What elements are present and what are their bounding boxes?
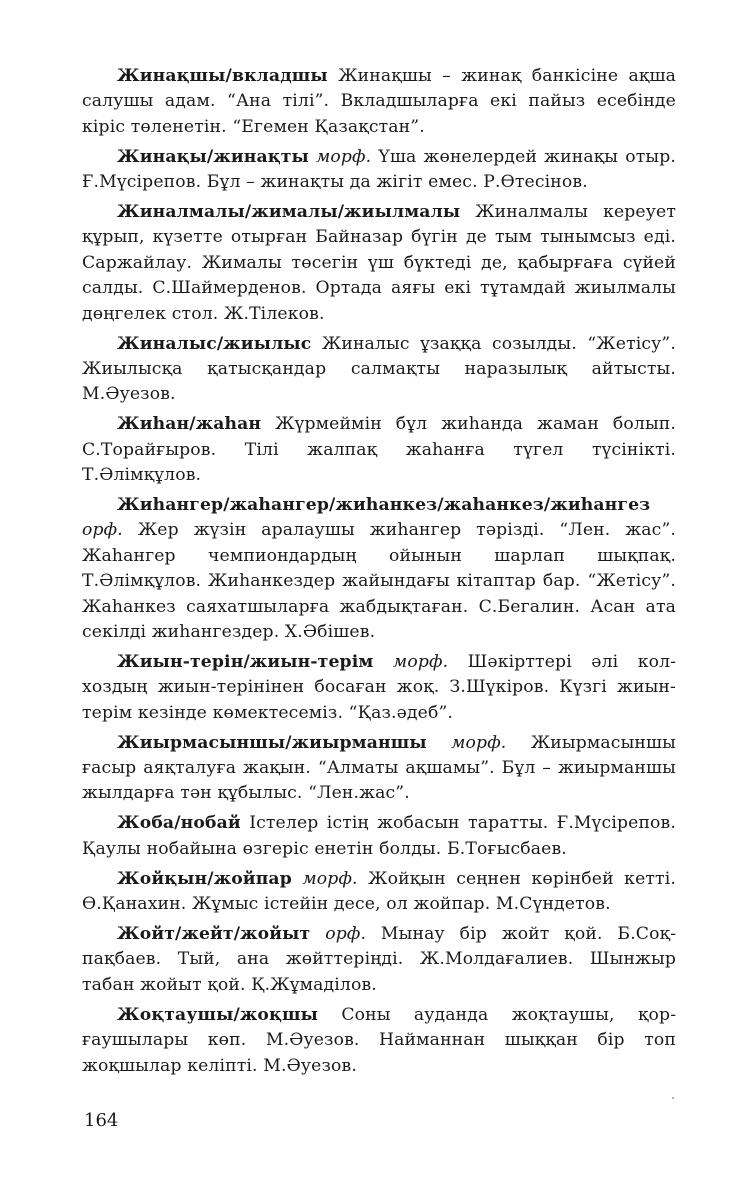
entry-label: орф. [82, 520, 123, 541]
entry-headword: Жиһан/жаһан [117, 414, 262, 435]
entry-text: Жиырмасыншы ғасыр аяқталуға жақын. “Алматы ақшамы”. Бұл – жиырманшы жылдарға тән құбылыс. “Лен.жас”. [82, 732, 676, 804]
entry-text: Соны ауданда жоқтаушы, қорғаушылары көп. М.Әуезов. Найманнан шыққан бір топ жоқшылар келіпті. М.Әуезов. [82, 1004, 676, 1076]
page-number: 164 [84, 1110, 119, 1131]
entry-headword: Жойқын/жойпар [117, 868, 292, 889]
entry-text: Істелер істің жобасын таратты. Ғ.Мүсірепов. Қаулы нобайына өзгеріс енетін болды. Б.Тоғысбаев. [82, 813, 676, 859]
dictionary-entry [82, 493, 676, 645]
entry-text: Жойқын сеңнен көрінбей кетті. Ө.Қанахин. Жұмыс істейін десе, ол жойпар. М.Сүндетов. [82, 868, 676, 915]
entry-headword: Жойт/жейт/жойыт [117, 924, 311, 944]
print-speck [672, 1097, 674, 1099]
entry-headword: Жинақшы/вкладшы [117, 66, 328, 86]
entry-text: Үша жөнелердей жинақы отыр. Ғ.Мүсірепов. Бұл – жинақты да жігіт емес. Р.Өтесінов. [82, 146, 676, 193]
entry-headword: Жиһангер/жаһангер/жиһанкез/жаһанкез/жиһангез [117, 495, 651, 515]
entry-label: орф. [325, 924, 367, 944]
entry-text: Мынау бір жойт қой. Б.Соқпақбаев. Тый, ана жөйттеріңді. Ж.Молдағалиев. Шынжыр табан жойыт қой. Қ.Жұмаділов. [82, 924, 676, 995]
entry-label: морф. [302, 868, 358, 889]
entry-label: морф. [316, 146, 372, 167]
entry-headword: Жоба/нобай [117, 813, 241, 834]
dictionary-entry [82, 1003, 676, 1079]
entry-headword: Жиырмасыншы/жиырманшы [117, 732, 427, 753]
dictionary-page-body [82, 64, 676, 1083]
entry-headword: Жинақы/жинақты [117, 146, 309, 167]
entry-text: Жер жүзін аралаушы жиһангер тәрізді. “Лен. жас”. Жаһангер чемпиондардың ойынын шарлап шықпақ. Т.Әлімқұлов. Жиһанкездер жайындағы кітаптар бар. “Жетісу”. Жаһанкез саяхатшыларға жабдықтаған. С.Бегалин. Асан ата секілді жиһангездер. Х.Әбішев. [82, 520, 676, 643]
dictionary-entry [82, 145, 676, 196]
dictionary-entry [82, 64, 676, 140]
entry-label: морф. [451, 732, 507, 753]
entry-headword: Жоқтаушы/жоқшы [117, 1004, 318, 1025]
entry-headword: Жиналыс/жиылыс [117, 333, 312, 354]
entry-text: Жинақшы – жинақ банкісіне ақша салушы адам. “Ана тілі”. Вкладшыларға екі пайыз есебінде кіріс төленетін. “Егемен Қазақстан”. [82, 66, 676, 137]
entry-label: морф. [392, 651, 449, 672]
dictionary-entry [82, 412, 676, 488]
entry-text: Шәкірттері әлі колхоздың жиын-терінінен босаған жоқ. З.Шүкіров. Күзгі жиын-терім кезінде көмектесеміз. “Қаз.әдеб”. [82, 651, 676, 723]
dictionary-entry [82, 200, 676, 327]
entry-text: Жиналмалы кереует құрып, күзетте отырған Байназар бүгін де тым тынымсыз еді. Саржайлау. Жималы төсегін үш бүктеді де, қабырғаға сүйей салды. С.Шаймерденов. Ортада аяғы екі тұтамдай жиылмалы дөңгелек стол. Ж.Тілеков. [82, 202, 676, 324]
entry-headword: Жиналмалы/жималы/жиылмалы [117, 202, 461, 223]
dictionary-entry [82, 731, 676, 807]
dictionary-entry [82, 332, 676, 408]
dictionary-entry [82, 811, 676, 862]
entry-headword: Жиын-терін/жиын-терім [117, 651, 374, 672]
entry-text: Жиналыс ұзаққа созылды. “Жетісу”. Жиылысқа қатысқандар салмақты наразылық айтысты. М.Әуезов. [82, 333, 676, 405]
dictionary-entry [82, 867, 676, 918]
dictionary-entry [82, 922, 676, 998]
entry-text: Жүрмеймін бұл жиһанда жаман болып. С.Торайғыров. Тілі жалпақ жаһанға түгел түсінікті. Т.Әлімқұлов. [82, 414, 676, 486]
dictionary-entry [82, 650, 676, 726]
